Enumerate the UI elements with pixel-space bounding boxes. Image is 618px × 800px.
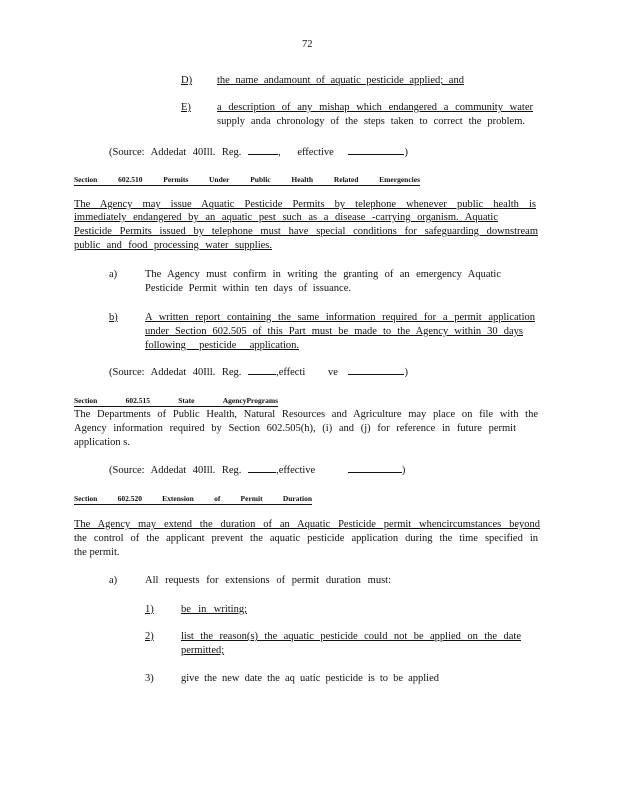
heading-word: AgencyPrograms: [222, 396, 278, 405]
section-520-para-line-3: the permit.: [74, 547, 120, 558]
item-a-line1: The Agency must confirm in writing the granting of an emergency Aquatic: [145, 269, 501, 280]
blank-line: [248, 365, 276, 375]
section-515-para-line-1: The Departments of Public Health, Natural Resources and Agriculture may place on file with the: [74, 409, 538, 420]
item-a-label: a): [109, 575, 118, 586]
blank-line: [348, 463, 402, 473]
section-510-para-line-3: Pesticide Permits issued by telephone must have special conditions for safeguarding downstream: [74, 226, 538, 237]
source-effective: ,effecti: [276, 367, 306, 378]
heading-word: Emergencies: [379, 175, 420, 184]
section-515-para-line-2: Agency information required by Section 602.505(h), (i) and (j) for reference in future permit: [74, 423, 516, 434]
heading-word: Under: [209, 175, 230, 184]
sub-item-1-text: be in writing;: [181, 604, 247, 615]
source-note-1: [109, 145, 408, 159]
blank-line: [348, 365, 404, 375]
item-e-line1: a description of any mishap which endangered a community water: [217, 102, 533, 113]
section-520-para-line-2: the control of the applicant prevent the aquatic pesticide application during the time specified in: [74, 533, 538, 544]
heading-word: 602.515: [125, 396, 150, 405]
source-effective: effective: [297, 147, 334, 158]
item-b-label: b): [109, 312, 118, 323]
section-heading-602-510: [74, 175, 420, 186]
blank-line: [248, 463, 276, 473]
blank-line: [348, 145, 404, 155]
heading-word: Section: [74, 396, 98, 405]
heading-word: State: [178, 396, 195, 405]
sub-item-3-label: 3): [145, 673, 154, 684]
section-520-para-line-1: The Agency may extend the duration of an Aquatic Pesticide permit whencircumstances beyond: [74, 519, 540, 530]
source-prefix: (Source: Addedat 40Ill. Reg.: [109, 147, 242, 158]
section-heading-602-515: [74, 396, 278, 407]
source-note-3: [109, 463, 405, 477]
item-b-line2: under Section 602.505 of this Part must be made to the Agency within 30 days: [145, 326, 523, 337]
blank-line: [248, 145, 278, 155]
sub-item-2-label: 2): [145, 631, 154, 642]
source-effective: ,effective: [276, 465, 316, 476]
item-b-line3: following pesticide application.: [145, 340, 299, 351]
source-prefix: (Source: Addedat 40Ill. Reg.: [109, 465, 242, 476]
heading-word: 602.510: [118, 175, 143, 184]
source-prefix: (Source: Addedat 40Ill. Reg.: [109, 367, 242, 378]
item-a-label: a): [109, 269, 118, 280]
sub-item-3-text: give the new date the aq uatic pesticide is to be applied: [181, 673, 439, 684]
item-b-line1: A written report containing the same information required for a permit application: [145, 312, 535, 323]
section-510-para-line-4: public and food processing water supplies.: [74, 240, 272, 251]
page-number: 72: [302, 39, 313, 50]
section-515-para-line-3: application s.: [74, 437, 130, 448]
heading-word: Related: [333, 175, 359, 184]
source-comma: ,: [278, 147, 281, 158]
heading-word: of: [214, 494, 221, 503]
heading-word: 602.520: [117, 494, 142, 503]
sub-item-2-line1: list the reason(s) the aquatic pesticide could not be applied on the date: [181, 631, 521, 642]
heading-word: Public: [250, 175, 271, 184]
heading-word: Section: [74, 175, 98, 184]
item-e-label: E): [181, 102, 191, 113]
section-heading-602-520: [74, 494, 312, 505]
heading-word: Duration: [282, 494, 312, 503]
source-close: ): [401, 465, 406, 476]
sub-item-1-label: 1): [145, 604, 154, 615]
item-a-line2: Pesticide Permit within ten days of issuance.: [145, 283, 351, 294]
item-e-line2: supply anda chronology of the steps taken to correct the problem.: [217, 116, 525, 127]
heading-word: Health: [291, 175, 314, 184]
heading-word: Permits: [163, 175, 189, 184]
sub-item-2-line2: permitted;: [181, 645, 225, 656]
source-effective: ve: [327, 367, 338, 378]
source-close: ): [404, 367, 408, 378]
heading-word: Section: [74, 494, 98, 503]
item-d-label: D): [181, 75, 193, 86]
source-close: ): [404, 147, 408, 158]
section-510-para-line-2: immediately endangered by an aquatic pest such as a disease -carrying organism. Aquatic: [74, 212, 498, 223]
heading-word: Extension: [162, 494, 194, 503]
source-note-2: [109, 365, 408, 379]
item-a-text: All requests for extensions of permit duration must:: [145, 575, 391, 586]
item-d-text: the name andamount of aquatic pesticide applied; and: [217, 75, 464, 86]
section-510-para-line-1: The Agency may issue Aquatic Pesticide Permits by telephone whenever public health is: [74, 199, 536, 210]
heading-word: Permit: [240, 494, 263, 503]
